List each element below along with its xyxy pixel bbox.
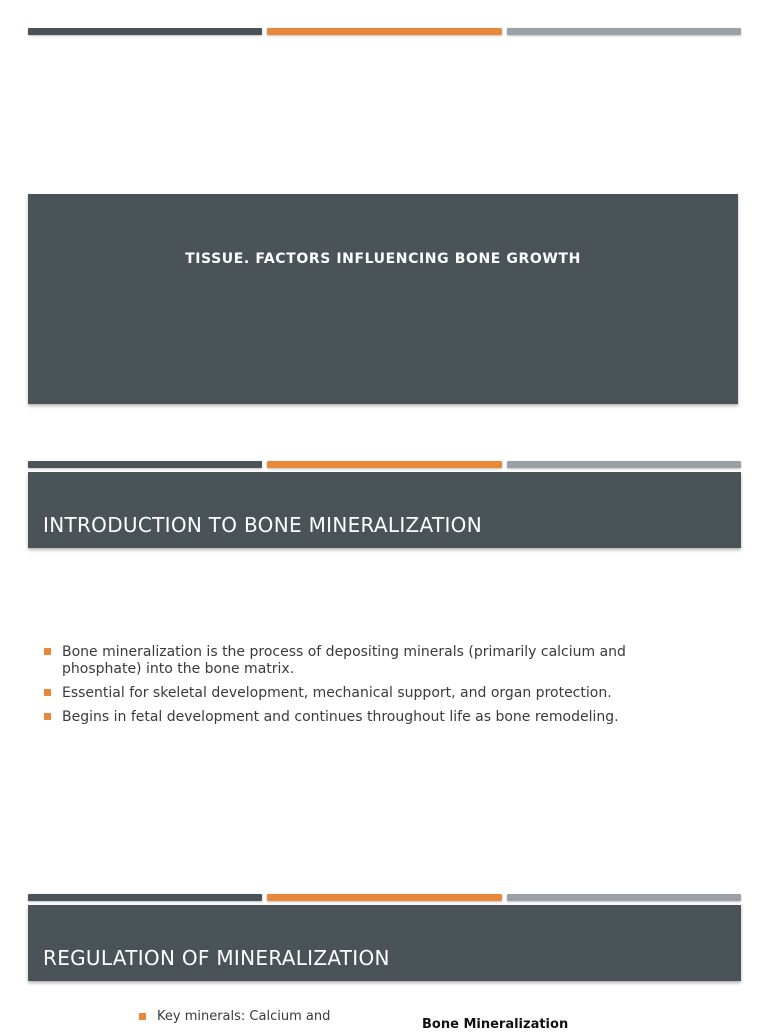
slide-3-image-title: Bone Mineralization [422, 1017, 569, 1032]
bullet-square-icon [44, 713, 51, 720]
slide-3-title: REGULATION OF MINERALIZATION [43, 946, 390, 970]
slide-3-header [28, 905, 741, 981]
accent-bar-orange [267, 28, 501, 35]
list-item [44, 644, 684, 678]
list-item [44, 709, 684, 726]
slide-2-header [28, 472, 741, 548]
slide-1-title-box [28, 194, 738, 404]
slide-1-accent-bars [28, 28, 741, 37]
slide-1-title: TISSUE. FACTORS INFLUENCING BONE GROWTH [185, 251, 581, 267]
bullet-text: Bone mineralization is the process of depositing minerals (primarily calcium and phosphate) into the bone matrix. [62, 644, 626, 677]
bullet-square-icon [44, 648, 51, 655]
slide-3-bullet-list [139, 1009, 379, 1025]
slide-2-accent-bars [28, 461, 741, 470]
slide-3-accent-bars [28, 894, 741, 903]
list-item [139, 1009, 379, 1025]
slide-2-bullet-list [44, 644, 684, 733]
bullet-text: Key minerals: Calcium and [157, 1009, 331, 1024]
accent-bar-gray [507, 894, 741, 901]
accent-bar-gray [507, 461, 741, 468]
slide-2-title: INTRODUCTION TO BONE MINERALIZATION [43, 513, 482, 537]
bullet-text: Begins in fetal development and continues throughout life as bone remodeling. [62, 709, 619, 725]
accent-bar-orange [267, 461, 501, 468]
list-item [44, 685, 684, 702]
bullet-square-icon [44, 689, 51, 696]
accent-bar-dark [28, 894, 262, 901]
accent-bar-dark [28, 28, 262, 35]
bullet-square-icon [139, 1013, 146, 1020]
accent-bar-dark [28, 461, 262, 468]
accent-bar-orange [267, 894, 501, 901]
accent-bar-gray [507, 28, 741, 35]
bullet-text: Essential for skeletal development, mechanical support, and organ protection. [62, 685, 612, 701]
